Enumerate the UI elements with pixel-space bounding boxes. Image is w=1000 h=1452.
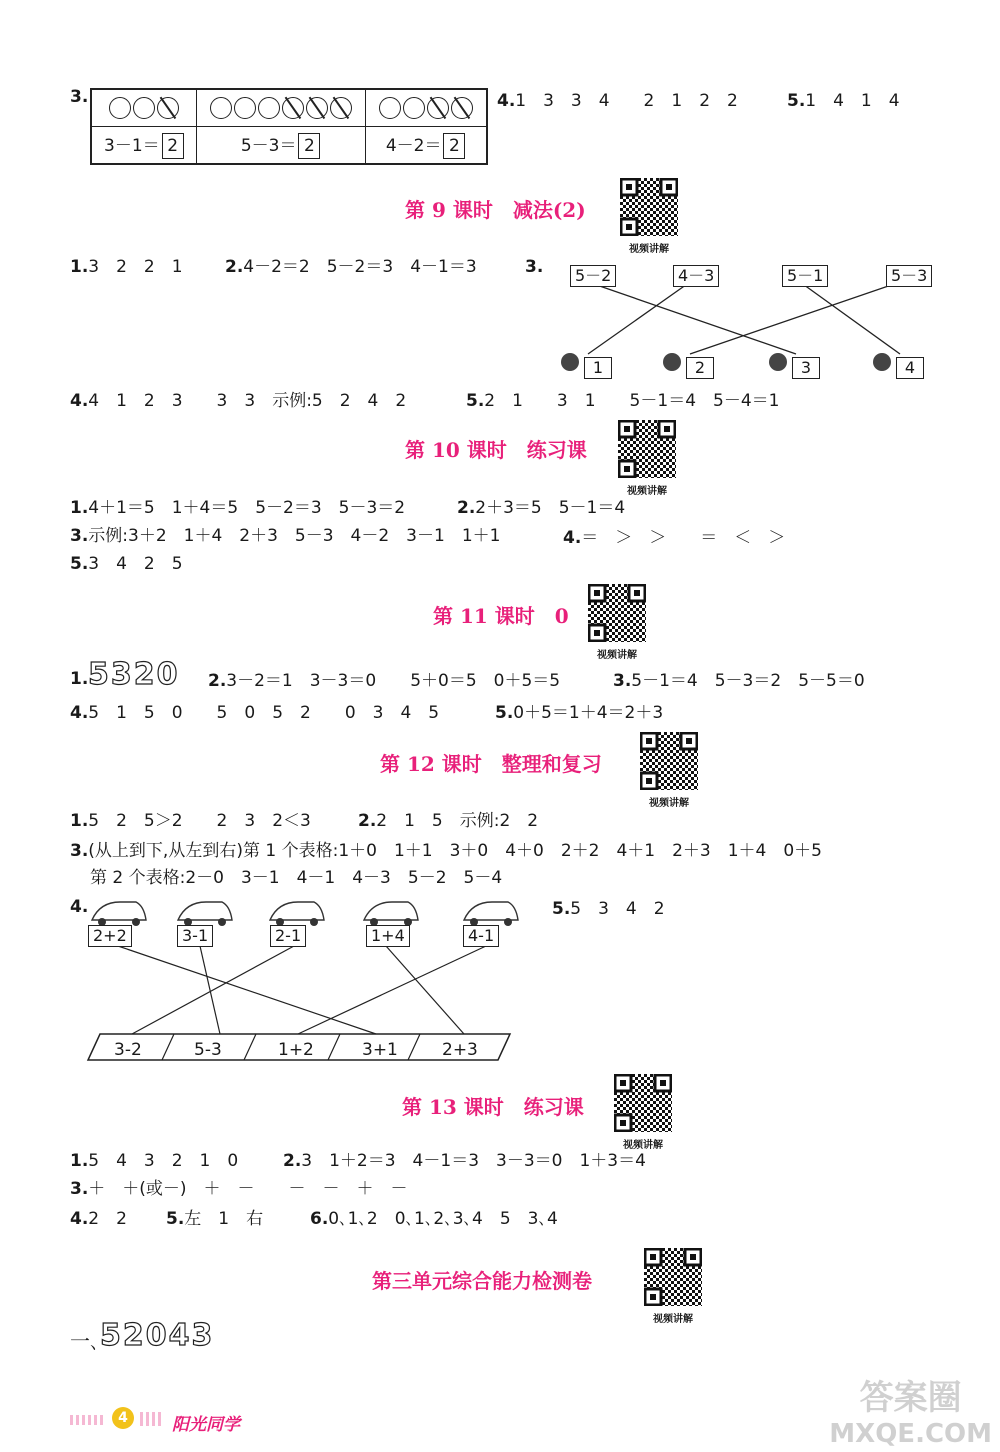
- strip-equation: 5-3: [194, 1040, 222, 1060]
- qr-code-icon: [620, 178, 678, 236]
- equation-tag: 5－2: [570, 265, 616, 287]
- qr-code-icon: [588, 584, 646, 642]
- equation-tag: 3-1: [177, 925, 213, 947]
- strip-equation: 3-2: [114, 1040, 142, 1060]
- answer-line: 5.0＋5＝1＋4＝2＋3: [495, 703, 664, 723]
- page-number: 4: [112, 1407, 134, 1429]
- answer-line: 6.0､1､2 0､1､2､3､4 5 3､4: [310, 1209, 558, 1229]
- answer-line: 5.3 4 2 5: [70, 554, 183, 574]
- section-title: 第 10 课时 练习课: [405, 438, 587, 462]
- answer-line: 4.5 1 5 0 5 0 5 2 0 3 4 5: [70, 703, 440, 723]
- section-title: 第 11 课时 0: [433, 604, 569, 628]
- qr-code-icon: [644, 1248, 702, 1306]
- question-number: 3.: [525, 257, 544, 277]
- section-title: 第 13 课时 练习课: [402, 1095, 584, 1119]
- answer-line: 4.1 3 3 4 2 1 2 2: [497, 91, 738, 111]
- equation-tag: 4-1: [463, 925, 499, 947]
- section-title: 第 9 课时 减法(2): [405, 198, 586, 222]
- question-number: 3.: [70, 87, 89, 107]
- qr-label: 视频讲解: [627, 486, 667, 497]
- outlined-digits: 52043: [100, 1318, 215, 1353]
- equation-tag: 1+4: [366, 925, 410, 947]
- answer-line: 2.3 1＋2＝3 4－1＝3 3－3＝0 1＋3＝4: [283, 1151, 646, 1171]
- circles-cell: [196, 89, 365, 127]
- equation-tag: 5－1: [782, 265, 828, 287]
- answer-line: 5.左 1 右: [166, 1209, 264, 1229]
- unit-title: 第三单元综合能力检测卷: [372, 1269, 592, 1293]
- answer-line: 5.5 3 4 2: [552, 899, 665, 919]
- outlined-digits: 5320: [88, 657, 180, 692]
- answer-line: 3.示例:3＋2 1＋4 2＋3 5－3 4－2 3－1 1＋1: [70, 526, 501, 546]
- answer-line: 5.2 1 3 1 5－1＝4 5－4＝1: [466, 391, 780, 411]
- number-tag: 3: [792, 357, 820, 379]
- qr-label: 视频讲解: [597, 650, 637, 661]
- brand-logo: 阳光同学: [172, 1415, 240, 1435]
- equation-cell: 4－2＝ 2: [365, 127, 487, 165]
- circles-cell: [91, 89, 196, 127]
- strip-equation: 1+2: [278, 1040, 314, 1060]
- answer-line: 5.1 4 1 4: [787, 91, 900, 111]
- qr-label: 视频讲解: [623, 1140, 663, 1151]
- answer-line: 4.4 1 2 3 3 3 示例:5 2 4 2: [70, 391, 407, 411]
- equation-cell: 5－3＝ 2: [196, 127, 365, 165]
- answer-line: 1.5 4 3 2 1 0: [70, 1151, 239, 1171]
- answer-line: 3.5－1＝4 5－3＝2 5－5＝0: [613, 671, 865, 691]
- equation-tag: 2-1: [270, 925, 306, 947]
- equation-cell: 3－1＝ 2: [91, 127, 196, 165]
- equation-tag: 2+2: [88, 925, 132, 947]
- answer-line: 2.2＋3＝5 5－1＝4: [457, 498, 626, 518]
- qr-label: 视频讲解: [653, 1314, 693, 1325]
- answer-line: 1.3 2 2 1: [70, 257, 183, 277]
- qr-code-icon: [614, 1074, 672, 1132]
- number-tag: 1: [584, 357, 612, 379]
- answer-line: 2.2 1 5 示例:2 2: [358, 811, 539, 831]
- answer-line: 4.＝ ＞ ＞ ＝ ＜ ＞: [563, 528, 786, 548]
- answer-line: 4.2 2: [70, 1209, 127, 1229]
- number-tag: 2: [686, 357, 714, 379]
- answer-line: 1.4＋1＝5 1＋4＝5 5－2＝3 5－3＝2: [70, 498, 406, 518]
- answer-line: 2.3－2＝1 3－3＝0 5＋0＝5 0＋5＝5: [208, 671, 561, 691]
- part-label: 一､: [70, 1329, 100, 1353]
- q3-table: [90, 88, 488, 165]
- answer-line: 2.4－2＝2 5－2＝3 4－1＝3: [225, 257, 477, 277]
- section-title: 第 12 课时 整理和复习: [380, 752, 602, 776]
- answer-line: 3.＋ ＋(或－) ＋ － － － ＋ －: [70, 1179, 408, 1199]
- watermark: 答案圈 MXQE.COM: [829, 1378, 992, 1449]
- answer-line: 3.(从上到下,从左到右)第 1 个表格:1＋0 1＋1 3＋0 4＋0 2＋2 4＋1 2＋3 1＋4 0＋5: [70, 841, 823, 861]
- qr-code-icon: [618, 420, 676, 478]
- circles-cell: [365, 89, 487, 127]
- strip-equation: 3+1: [362, 1040, 398, 1060]
- decoration: [140, 1412, 164, 1426]
- qr-label: 视频讲解: [629, 244, 669, 255]
- qr-label: 视频讲解: [649, 798, 689, 809]
- question-number: 1.: [70, 669, 89, 689]
- question-number: 4.: [70, 897, 89, 917]
- qr-code-icon: [640, 732, 698, 790]
- decoration: [70, 1415, 106, 1425]
- equation-tag: 5－3: [886, 265, 932, 287]
- answer-line: 1.5 2 5＞2 2 3 2＜3: [70, 811, 311, 831]
- answer-line: 第 2 个表格:2－0 3－1 4－1 4－3 5－2 5－4: [90, 868, 503, 888]
- strip-equation: 2+3: [442, 1040, 478, 1060]
- equation-tag: 4－3: [673, 265, 719, 287]
- number-tag: 4: [896, 357, 924, 379]
